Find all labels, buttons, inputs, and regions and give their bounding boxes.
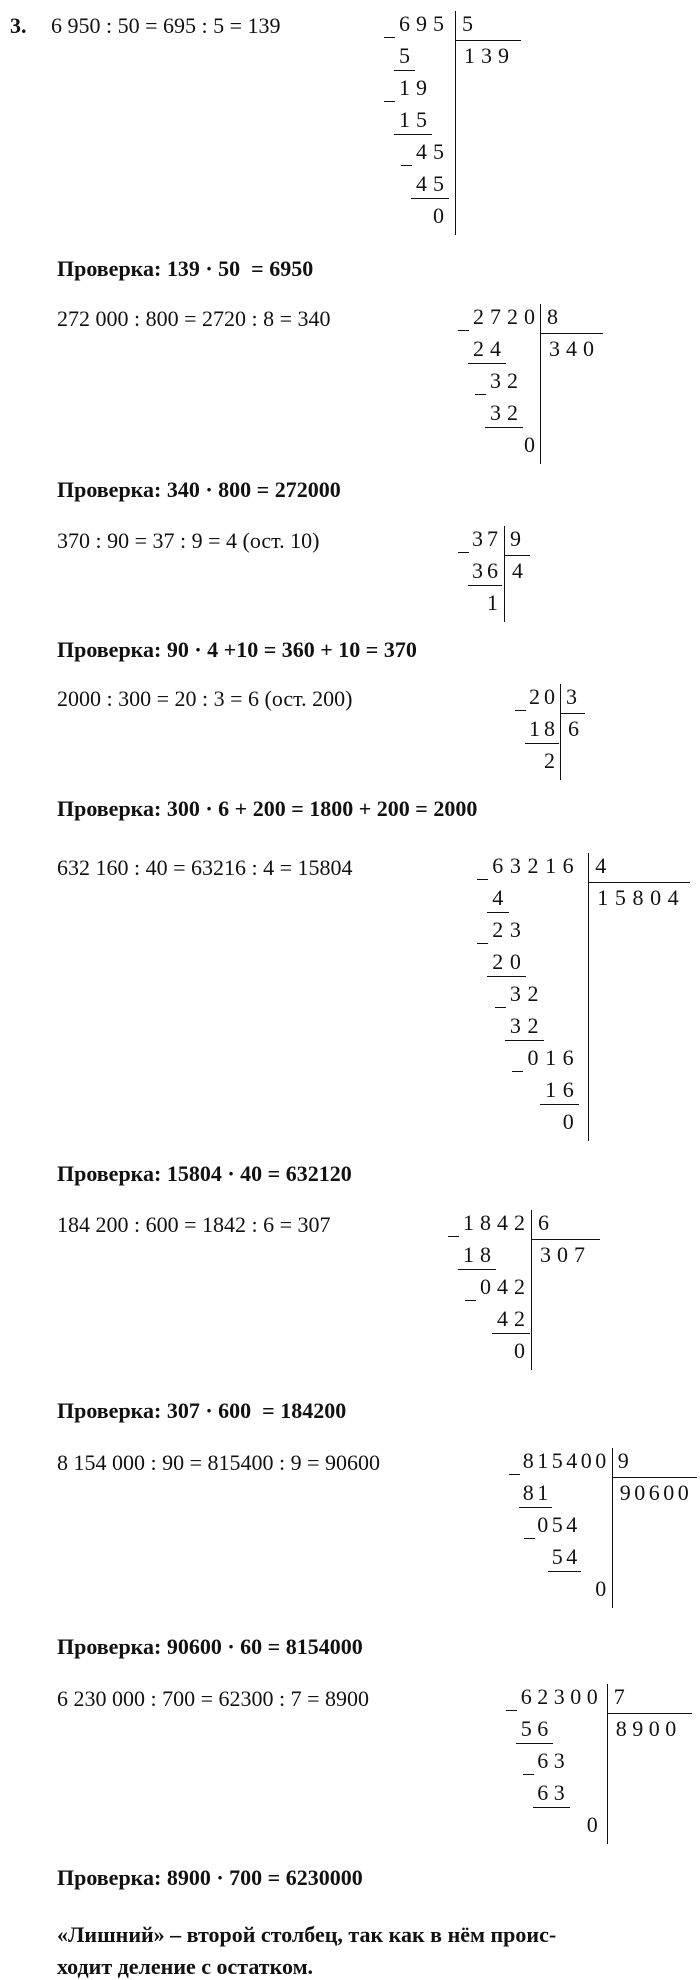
quotient: [510, 556, 525, 588]
minus-sign: [384, 101, 395, 102]
check-line: Проверка: 139 · 50 = 6950: [57, 256, 314, 281]
digit: 5: [551, 1448, 563, 1473]
digit: 6: [487, 558, 498, 583]
digit: 0: [524, 304, 535, 329]
division-bar: [540, 304, 541, 464]
digit: 0: [586, 1812, 598, 1837]
digit: 5: [433, 11, 444, 36]
equation: 370 : 90 = 37 : 9 = 4 (ост. 10): [57, 528, 320, 553]
minus-sign: [475, 394, 486, 395]
dividend: [396, 9, 447, 41]
dividend: [521, 1446, 608, 1478]
divisor: [535, 1208, 552, 1240]
dividend: [470, 302, 538, 334]
subtraction-line: [487, 976, 526, 977]
digit: 2: [527, 981, 539, 1006]
divisor: [544, 302, 561, 334]
digit: 3: [509, 917, 521, 942]
division-step: [396, 41, 413, 73]
divisor: [459, 9, 476, 41]
digit: 1: [463, 1210, 474, 1235]
minus-sign: [512, 1071, 523, 1072]
digit: 2: [473, 336, 484, 361]
subtraction-line: [458, 1269, 496, 1270]
digit: 9: [416, 75, 427, 100]
digit: 5: [462, 11, 473, 36]
divisor-line: [531, 1239, 600, 1240]
division-step: [487, 398, 521, 430]
digit: 0: [544, 684, 555, 709]
division-step: [524, 1043, 577, 1075]
digit: 3: [553, 1780, 565, 1805]
digit: 2: [514, 1210, 525, 1235]
division-step: [536, 1510, 580, 1542]
digit: 3: [472, 526, 483, 551]
division-step: [535, 1778, 568, 1810]
digit: 0: [580, 1448, 592, 1473]
digit: 1: [537, 1448, 549, 1473]
division-step: [521, 1478, 550, 1510]
divisor-line: [612, 1477, 697, 1478]
quotient: [613, 1714, 679, 1746]
subtraction-line: [394, 134, 432, 135]
digit: 5: [614, 885, 626, 910]
digit: 1: [545, 1045, 557, 1070]
quotient: [461, 41, 512, 73]
division-step: [460, 1240, 494, 1272]
digit: 0: [665, 1716, 677, 1741]
subtraction-line: [394, 70, 415, 71]
digit: 3: [490, 368, 501, 393]
check-line: Проверка: 15804 · 40 = 632120: [57, 1161, 352, 1186]
division-step: [430, 201, 447, 233]
subtraction-line: [411, 198, 449, 199]
division-step: [489, 947, 524, 979]
minus-sign: [495, 1007, 506, 1008]
division-step: [559, 1107, 577, 1139]
digit: 2: [544, 748, 555, 773]
conclusion-line: ходит деление с остатком.: [57, 1954, 314, 1979]
division-step: [396, 105, 430, 137]
check-line: Проверка: 307 · 600 = 184200: [57, 1398, 347, 1423]
digit: 8: [547, 304, 558, 329]
digit: 6: [538, 1210, 549, 1235]
digit: 0: [514, 1338, 525, 1363]
conclusion-line: «Лишний» – второй столбец, так как в нём проис-: [57, 1922, 557, 1947]
division-step: [518, 1714, 551, 1746]
digit: 6: [492, 853, 504, 878]
minus-sign: [458, 330, 469, 331]
digit: 3: [490, 400, 501, 425]
digit: 7: [487, 526, 498, 551]
digit: 3: [481, 43, 492, 68]
subtraction-line: [525, 743, 559, 744]
digit: 0: [480, 1274, 491, 1299]
digit: 0: [586, 1684, 598, 1709]
digit: 0: [663, 1480, 675, 1505]
subtraction-line: [487, 912, 509, 913]
digit: 2: [492, 949, 504, 974]
digit: 6: [562, 1077, 574, 1102]
digit: 5: [551, 1512, 563, 1537]
digit: 9: [619, 1480, 631, 1505]
digit: 8: [480, 1210, 491, 1235]
divisor: [508, 524, 523, 556]
check-line: Проверка: 90 · 4 +10 = 360 + 10 = 370: [57, 637, 417, 662]
digit: 7: [490, 304, 501, 329]
digit: 7: [574, 1242, 585, 1267]
subtraction-line: [516, 1743, 553, 1744]
digit: 1: [463, 1242, 474, 1267]
division-step: [507, 979, 542, 1011]
digit: 3: [566, 684, 577, 709]
digit: 4: [416, 139, 427, 164]
division-step: [489, 883, 507, 915]
minus-sign: [448, 1236, 459, 1237]
digit: 6: [568, 716, 579, 741]
division-bar: [588, 853, 589, 1141]
digit: 4: [497, 1306, 508, 1331]
division-step: [470, 556, 500, 588]
check-line: Проверка: 8900 · 700 = 6230000: [57, 1865, 363, 1890]
minus-sign: [509, 1474, 520, 1475]
digit: 2: [514, 1306, 525, 1331]
minus-sign: [523, 1774, 534, 1775]
digit: 9: [617, 1448, 629, 1473]
digit: 7: [613, 1684, 625, 1709]
digit: 8: [632, 885, 644, 910]
digit: 4: [416, 171, 427, 196]
equation: 6 230 000 : 700 = 62300 : 7 = 8900: [57, 1686, 370, 1711]
digit: 5: [399, 43, 410, 68]
digit: 1: [597, 885, 609, 910]
digit: 1: [487, 590, 498, 615]
minus-sign: [524, 1538, 535, 1539]
equation: 632 160 : 40 = 63216 : 4 = 15804: [57, 855, 353, 880]
quotient: [618, 1478, 691, 1510]
digit: 6: [399, 11, 410, 36]
digit: 2: [492, 917, 504, 942]
digit: 8: [522, 1448, 534, 1473]
division-step: [470, 334, 504, 366]
divisor-line: [504, 555, 530, 556]
digit: 4: [497, 1210, 508, 1235]
divisor-line: [540, 333, 603, 334]
digit: 0: [527, 1045, 539, 1070]
subtraction-line: [505, 1040, 544, 1041]
digit: 6: [537, 1716, 549, 1741]
digit: 1: [399, 75, 410, 100]
digit: 5: [433, 139, 444, 164]
digit: 2: [473, 304, 484, 329]
digit: 0: [524, 432, 535, 457]
check-line: Проверка: 300 · 6 + 200 = 1800 + 200 = 2000: [57, 796, 478, 821]
digit: 1: [545, 853, 557, 878]
division-step: [413, 137, 447, 169]
digit: 0: [537, 1512, 549, 1537]
division-step: [396, 73, 430, 105]
division-step: [489, 915, 524, 947]
divisor-line: [455, 40, 521, 41]
minus-sign: [401, 165, 412, 166]
division-step: [550, 1542, 579, 1574]
problem-number: 3.: [10, 13, 27, 38]
minus-sign: [477, 879, 488, 880]
quotient: [546, 334, 597, 366]
digit: 0: [595, 1448, 607, 1473]
digit: 8: [615, 1716, 627, 1741]
digit: 0: [562, 1109, 574, 1134]
subtraction-line: [548, 1571, 581, 1572]
digit: 1: [545, 1077, 557, 1102]
quotient: [537, 1240, 588, 1272]
digit: 4: [492, 885, 504, 910]
division-step: [507, 1011, 542, 1043]
digit: 4: [566, 1544, 578, 1569]
digit: 9: [416, 11, 427, 36]
division-bar: [560, 684, 561, 780]
division-step: [477, 1272, 528, 1304]
subtraction-line: [492, 1333, 530, 1334]
digit: 0: [509, 949, 521, 974]
digit: 0: [595, 1576, 607, 1601]
division-step: [521, 430, 538, 462]
digit: 3: [553, 1684, 565, 1709]
division-bar: [607, 1684, 608, 1844]
subtraction-line: [468, 363, 506, 364]
digit: 9: [498, 43, 509, 68]
equation: 272 000 : 800 = 2720 : 8 = 340: [57, 306, 331, 331]
digit: 1: [464, 43, 475, 68]
divisor: [564, 682, 579, 714]
minus-sign: [506, 1710, 517, 1711]
digit: 5: [520, 1716, 532, 1741]
division-bar: [531, 1210, 532, 1370]
digit: 4: [566, 1448, 578, 1473]
digit: 8: [480, 1242, 491, 1267]
division-step: [535, 1746, 568, 1778]
digit: 2: [527, 853, 539, 878]
digit: 4: [497, 1274, 508, 1299]
equation: 6 950 : 50 = 695 : 5 = 139: [51, 13, 281, 38]
divisor: [616, 1446, 631, 1478]
digit: 2: [507, 400, 518, 425]
digit: 3: [509, 981, 521, 1006]
division-step: [511, 1336, 528, 1368]
subtraction-line: [519, 1507, 552, 1508]
digit: 0: [677, 1480, 689, 1505]
division-step: [487, 366, 521, 398]
equation: 8 154 000 : 90 = 815400 : 9 = 90600: [57, 1450, 381, 1475]
dividend: [518, 1682, 601, 1714]
digit: 4: [595, 853, 607, 878]
division-step: [594, 1574, 609, 1606]
digit: 6: [537, 1748, 549, 1773]
minus-sign: [477, 943, 488, 944]
division-step: [584, 1810, 601, 1842]
digit: 2: [537, 1684, 549, 1709]
digit: 1: [529, 716, 540, 741]
equation: 2000 : 300 = 20 : 3 = 6 (ост. 200): [57, 686, 353, 711]
digit: 2: [514, 1274, 525, 1299]
divisor: [611, 1682, 628, 1714]
division-step: [542, 1075, 577, 1107]
digit: 9: [632, 1716, 644, 1741]
subtraction-line: [540, 1104, 579, 1105]
check-line: Проверка: 90600 · 60 = 8154000: [57, 1634, 363, 1659]
digit: 8: [544, 716, 555, 741]
equation: 184 200 : 600 = 1842 : 6 = 307: [57, 1212, 331, 1237]
digit: 0: [650, 885, 662, 910]
subtraction-line: [468, 585, 502, 586]
digit: 2: [527, 1013, 539, 1038]
quotient: [566, 714, 581, 746]
minus-sign: [458, 552, 469, 553]
digit: 6: [648, 1480, 660, 1505]
subtraction-line: [485, 427, 523, 428]
digit: 3: [549, 336, 560, 361]
dividend: [470, 524, 500, 556]
dividend: [527, 682, 557, 714]
digit: 4: [512, 558, 523, 583]
digit: 6: [562, 1045, 574, 1070]
digit: 0: [557, 1242, 568, 1267]
division-bar: [612, 1448, 613, 1608]
divisor-line: [560, 713, 585, 714]
digit: 3: [553, 1748, 565, 1773]
divisor-line: [607, 1713, 692, 1714]
digit: 6: [562, 853, 574, 878]
digit: 8: [522, 1480, 534, 1505]
digit: 0: [583, 336, 594, 361]
division-step: [542, 746, 557, 778]
digit: 5: [416, 107, 427, 132]
divisor-line: [588, 882, 690, 883]
digit: 2: [529, 684, 540, 709]
division-step: [413, 169, 447, 201]
subtraction-line: [533, 1807, 570, 1808]
divisor: [592, 851, 610, 883]
minus-sign: [515, 710, 526, 711]
digit: 6: [520, 1684, 532, 1709]
digit: 0: [433, 203, 444, 228]
digit: 3: [509, 1013, 521, 1038]
digit: 0: [648, 1716, 660, 1741]
division-step: [494, 1304, 528, 1336]
digit: 1: [399, 107, 410, 132]
digit: 2: [507, 368, 518, 393]
digit: 3: [472, 558, 483, 583]
division-bar: [504, 526, 505, 622]
digit: 4: [490, 336, 501, 361]
minus-sign: [465, 1300, 476, 1301]
digit: 9: [510, 526, 521, 551]
digit: 2: [507, 304, 518, 329]
division-step: [527, 714, 557, 746]
division-step: [485, 588, 500, 620]
digit: 3: [540, 1242, 551, 1267]
digit: 0: [634, 1480, 646, 1505]
dividend: [460, 1208, 528, 1240]
check-line: Проверка: 340 · 800 = 272000: [57, 477, 341, 502]
digit: 5: [433, 171, 444, 196]
digit: 4: [566, 1512, 578, 1537]
digit: 4: [566, 336, 577, 361]
digit: 1: [537, 1480, 549, 1505]
digit: 3: [509, 853, 521, 878]
quotient: [594, 883, 682, 915]
dividend: [489, 851, 577, 883]
minus-sign: [384, 37, 395, 38]
digit: 0: [570, 1684, 582, 1709]
digit: 6: [537, 1780, 549, 1805]
digit: 5: [551, 1544, 563, 1569]
division-bar: [455, 11, 456, 235]
digit: 4: [667, 885, 679, 910]
